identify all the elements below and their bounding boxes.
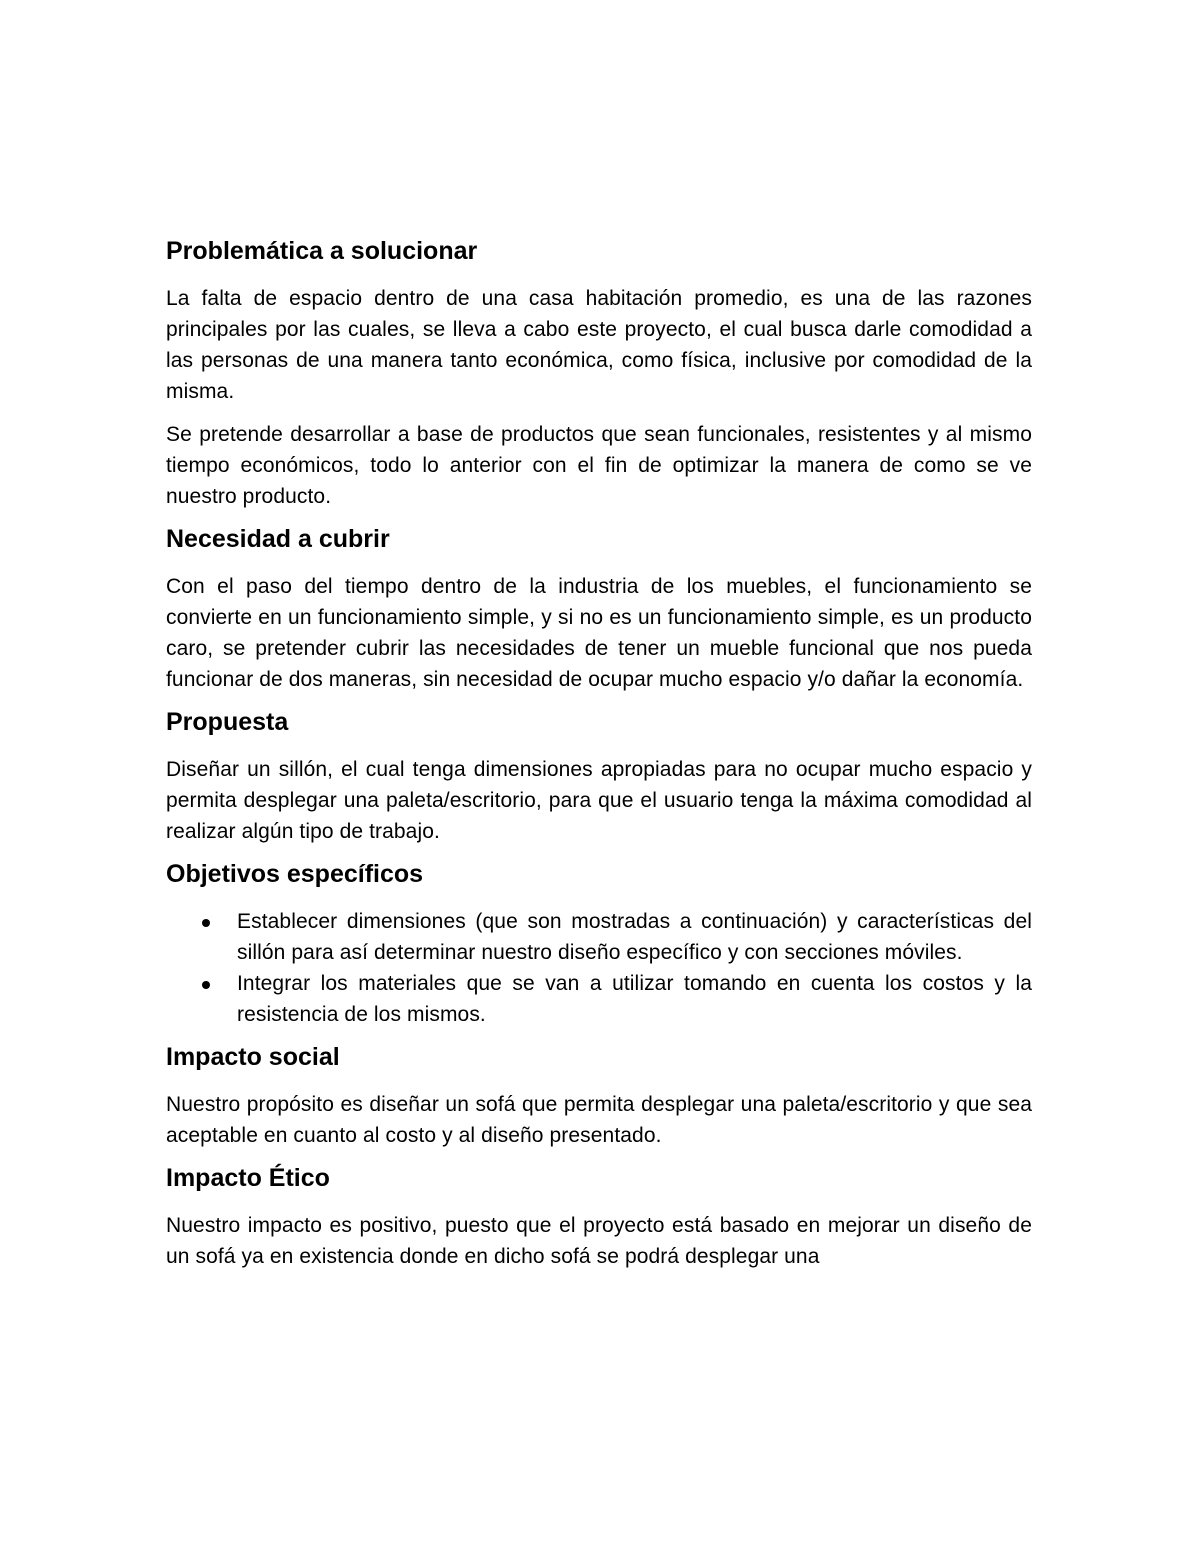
paragraph: Diseñar un sillón, el cual tenga dimensiones apropiadas para no ocupar mucho espacio y permita desplegar una paleta/escritorio, para que el usuario tenga la máxima comodidad al realizar algún tipo de trabajo. [166,758,1032,843]
section-heading: Problemática a solucionar [166,237,478,265]
paragraph: Se pretende desarrollar a base de productos que sean funcionales, resistentes y al mismo tiempo económicos, todo lo anterior con el fin de optimizar la manera de como se ve nuestro producto. [166,423,1032,508]
section-heading: Necesidad a cubrir [166,525,390,553]
list-item [166,906,1032,968]
section-heading: Impacto Ético [166,1164,330,1192]
paragraph: Nuestro propósito es diseñar un sofá que permita desplegar una paleta/escritorio y que sea aceptable en cuanto al costo y al diseño presentado. [166,1093,1032,1147]
list-item [166,968,1032,1030]
bullet-icon [202,919,210,927]
paragraph: Con el paso del tiempo dentro de la industria de los muebles, el funcionamiento se convierte en un funcionamiento simple, y si no es un funcionamiento simple, es un producto caro, se pretender cubrir las necesidades de tener un mueble funcional que nos pueda funcionar de dos maneras, sin necesidad de ocupar mucho espacio y/o dañar la economía. [166,575,1032,691]
document-body [166,236,1032,1284]
bullet-icon [202,981,210,989]
list-item-text: Establecer dimensiones (que son mostradas a continuación) y características del sillón para así determinar nuestro diseño específico y con secciones móviles. [237,910,1032,964]
bullet-list [166,906,1032,1030]
section-heading: Impacto social [166,1043,340,1071]
paragraph: Nuestro impacto es positivo, puesto que el proyecto está basado en mejorar un diseño de un sofá ya en existencia donde en dicho sofá se podrá desplegar una [166,1214,1032,1268]
section-problematica [166,236,1032,512]
section-impacto-etico [166,1163,1032,1272]
section-objetivos [166,859,1032,1030]
list-item-text: Integrar los materiales que se van a utilizar tomando en cuenta los costos y la resistencia de los mismos. [237,972,1032,1026]
section-propuesta [166,707,1032,847]
section-impacto-social [166,1042,1032,1151]
section-heading: Propuesta [166,708,289,736]
paragraph: La falta de espacio dentro de una casa habitación promedio, es una de las razones principales por las cuales, se lleva a cabo este proyecto, el cual busca darle comodidad a las personas de una manera tanto económica, como física, inclusive por comodidad de la misma. [166,287,1032,403]
section-necesidad [166,524,1032,695]
section-heading: Objetivos específicos [166,860,424,888]
